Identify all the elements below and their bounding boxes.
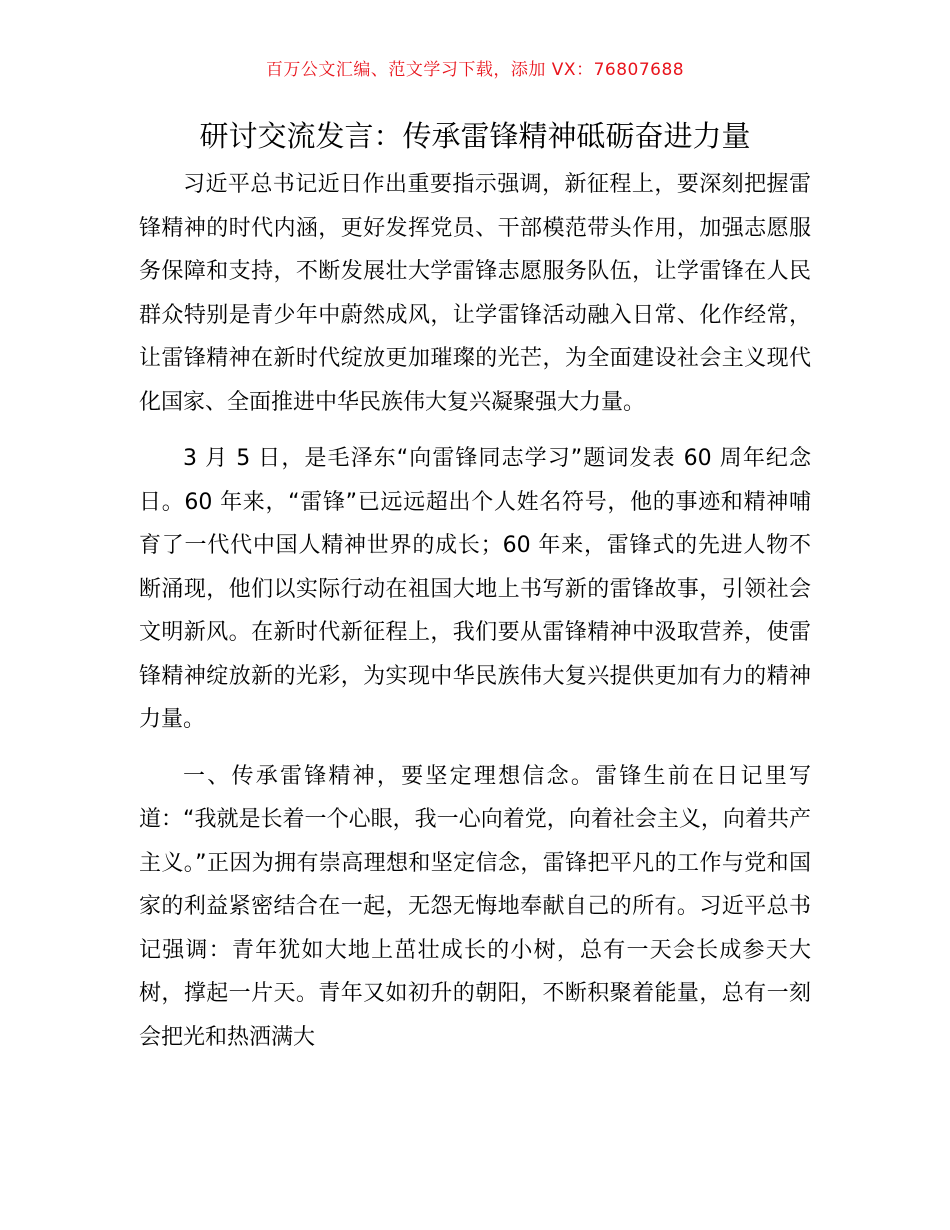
paragraph-3: 一、传承雷锋精神，要坚定理想信念。雷锋生前在日记里写道：“我就是长着一个心眼，我一心向着党，向着社会主义，向着共产主义。”正因为拥有崇高理想和坚定信念，雷锋把平凡的工作与党和国家的利益紧密结合在一起，无怨无悔地奉献自己的所有。习近平总书记强调：青年犹如大地上茁壮成长的小树，总有一天会长成参天大树，撑起一片天。青年又如初升的朝阳，不断积聚着能量，总有一刻会把光和热洒满大 [139,763,811,1050]
document-title: 研讨交流发言：传承雷锋精神砥砺奋进力量 [199,119,751,153]
paragraph-1: 习近平总书记近日作出重要指示强调，新征程上，要深刻把握雷锋精神的时代内涵，更好发挥党员、干部模范带头作用，加强志愿服务保障和支持，不断发展壮大学雷锋志愿服务队伍，让学雷锋在人民群众特别是青少年中蔚然成风，让学雷锋活动融入日常、化作经常，让雷锋精神在新时代绽放更加璀璨的光芒，为全面建设社会主义现代化国家、全面推进中华民族伟大复兴凝聚强大力量。 [139,172,811,415]
paragraph-2: 3 月 5 日，是毛泽东“向雷锋同志学习”题词发表 60 周年纪念日。60 年来，“雷锋”已远远超出个人姓名符号，他的事迹和精神哺育了一代代中国人精神世界的成长；60 年来，雷锋式的先进人物不断涌现，他们以实际行动在祖国大地上书写新的雷锋故事，引领社会文明新风。在新时代新征程上，我们要从雷锋精神中汲取营养，使雷锋精神绽放新的光彩，为实现中华民族伟大复兴提供更加有力的精神力量。 [139,446,811,732]
header-watermark-note: 百万公文汇编、范文学习下载，添加 VX：76807688 [265,60,685,80]
document-body [139,163,811,1072]
